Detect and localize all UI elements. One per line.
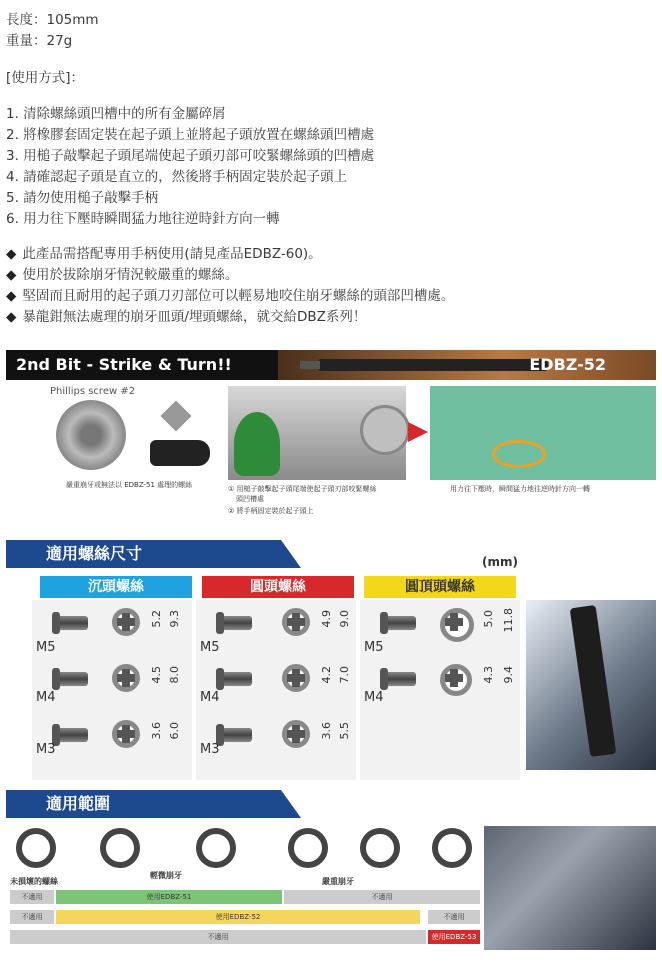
size-label: M4	[200, 690, 220, 705]
label-heavy: 嚴重崩牙	[322, 877, 354, 886]
dim-value: 7.0	[338, 666, 351, 684]
cross-head-icon	[440, 608, 474, 642]
dim-value: 5.0	[482, 610, 495, 628]
cross-head-icon	[112, 608, 140, 636]
notes-list	[6, 244, 454, 328]
dim-value: 5.2	[150, 610, 163, 628]
section-sizes-title: 適用螺絲尺寸	[6, 540, 281, 568]
dim-value: 4.9	[320, 610, 333, 628]
size-label: M3	[200, 742, 220, 757]
caption-2a: ① 用槌子敲擊起子頭尾端使起子頭刃部咬緊螺絲	[228, 485, 377, 493]
usage-step: 2. 將橡膠套固定裝在起子頭上並將起子頭放置在螺絲頭凹槽處	[6, 127, 375, 143]
range-na: 不適用	[284, 890, 480, 904]
cross-head-icon	[440, 664, 472, 696]
screw-icon	[222, 616, 252, 630]
dim-value: 3.6	[150, 722, 163, 740]
screw-icon	[386, 616, 416, 630]
note-item: ◆ 暴龍鉗無法處理的崩牙皿頭/埋頭螺絲，就交給DBZ系列！	[6, 307, 454, 328]
range-edbz51: 使用EDBZ-51	[56, 890, 282, 904]
cross-head-icon	[112, 720, 140, 748]
bit-diagram	[234, 412, 280, 476]
size-label: M5	[36, 640, 56, 655]
rotation-icon	[492, 440, 546, 468]
banner-product	[278, 350, 656, 380]
phillips-label: Phillips screw #2	[50, 386, 136, 397]
screw-photo	[56, 400, 126, 470]
usage-step: 4. 請確認起子頭是直立的，然後將手柄固定裝於起子頭上	[6, 169, 348, 185]
hex-stripped-screw-icon	[432, 828, 472, 868]
range-na: 不適用	[10, 930, 426, 944]
cross-head-icon	[282, 664, 310, 692]
light-worn-screw-icon	[100, 828, 140, 868]
caption-2b: 頭凹槽處	[236, 495, 264, 503]
note-item: ◆ 此產品需搭配專用手柄使用(請見產品EDBZ-60)。	[6, 244, 454, 265]
turn-photo	[430, 386, 656, 480]
tab-countersunk: 沉頭螺絲	[40, 576, 192, 598]
size-label: M3	[36, 742, 56, 757]
note-item: ◆ 使用於拔除崩牙情況較嚴重的螺絲。	[6, 265, 454, 286]
unit-label: (mm)	[482, 555, 518, 569]
dim-value: 4.3	[482, 666, 495, 684]
range-edbz53: 使用EDBZ-53	[428, 930, 480, 944]
label-intact: 未損壞的螺絲	[10, 877, 58, 886]
intact-screw-icon	[16, 828, 56, 868]
caption-1: 嚴重崩牙或無法以 EDBZ-51 處理的螺絲	[66, 481, 193, 489]
screw-icon	[58, 728, 88, 742]
spec-weight: 重量：27g	[6, 33, 73, 49]
cross-head-icon	[282, 608, 310, 636]
usage-step: 3. 用槌子敲擊起子頭尾端使起子頭刃部可咬緊螺絲頭的凹槽處	[6, 148, 375, 164]
note-item: ◆ 堅固而且耐用的起子頭刀刃部位可以輕易地咬住崩牙螺絲的頭部凹槽處。	[6, 286, 454, 307]
worn-screw-icon	[196, 828, 236, 868]
size-label: M5	[364, 640, 384, 655]
screw-icon	[222, 728, 252, 742]
heavy-worn-screw-icon	[288, 828, 328, 868]
dim-value: 11.8	[502, 608, 515, 633]
range-na: 不適用	[428, 910, 480, 924]
usage-step: 6. 用力往下壓時瞬間猛力地往逆時針方向一轉	[6, 211, 280, 227]
screw-detail	[160, 400, 191, 431]
screw-icon	[58, 672, 88, 686]
tab-button-head: 圓頂頭螺絲	[364, 576, 516, 598]
screw-head-diagram	[360, 405, 410, 455]
size-label: M5	[200, 640, 220, 655]
screw-icon	[58, 616, 88, 630]
cross-head-icon	[112, 664, 140, 692]
dim-value: 5.5	[338, 722, 351, 740]
size-label: M4	[36, 690, 56, 705]
arrow-icon	[408, 422, 428, 442]
range-photo	[484, 826, 656, 950]
section-range-title: 適用範圍	[6, 790, 281, 818]
tab-pan-head: 圓頭螺絲	[202, 576, 354, 598]
usage-title: [使用方式]：	[6, 70, 85, 86]
caption-2c: ② 將手柄固定裝於起子頭上	[228, 507, 314, 515]
caption-3: 用力往下壓時，瞬間猛力地往逆時針方向一轉	[450, 485, 590, 493]
usage-steps	[6, 104, 374, 230]
dim-value: 4.2	[320, 666, 333, 684]
product-banner	[6, 350, 656, 380]
stripped-screw-icon	[360, 828, 400, 868]
dim-value: 6.0	[168, 722, 181, 740]
screw-icon	[222, 672, 252, 686]
dim-value: 8.0	[168, 666, 181, 684]
banner-model: EDBZ-52	[529, 355, 606, 374]
bit-closeup	[150, 440, 210, 466]
size-label: M4	[364, 690, 384, 705]
range-edbz52: 使用EDBZ-52	[56, 910, 420, 924]
cross-head-icon	[282, 720, 310, 748]
label-light: 輕微崩牙	[150, 871, 182, 880]
spec-block	[6, 10, 99, 52]
range-na: 不適用	[10, 910, 54, 924]
dim-value: 3.6	[320, 722, 333, 740]
screw-icon	[386, 672, 416, 686]
bit-image	[318, 359, 548, 371]
spec-length: 長度：105mm	[6, 12, 99, 28]
dim-value: 9.3	[168, 610, 181, 628]
dim-value: 9.0	[338, 610, 351, 628]
dim-value: 4.5	[150, 666, 163, 684]
banner-title: 2nd Bit - Strike & Turn!!	[6, 350, 278, 380]
usage-step: 5. 請勿使用槌子敲擊手柄	[6, 190, 159, 206]
range-na: 不適用	[10, 890, 54, 904]
usage-step: 1. 清除螺絲頭凹槽中的所有金屬碎屑	[6, 106, 226, 122]
dim-value: 9.4	[502, 666, 515, 684]
